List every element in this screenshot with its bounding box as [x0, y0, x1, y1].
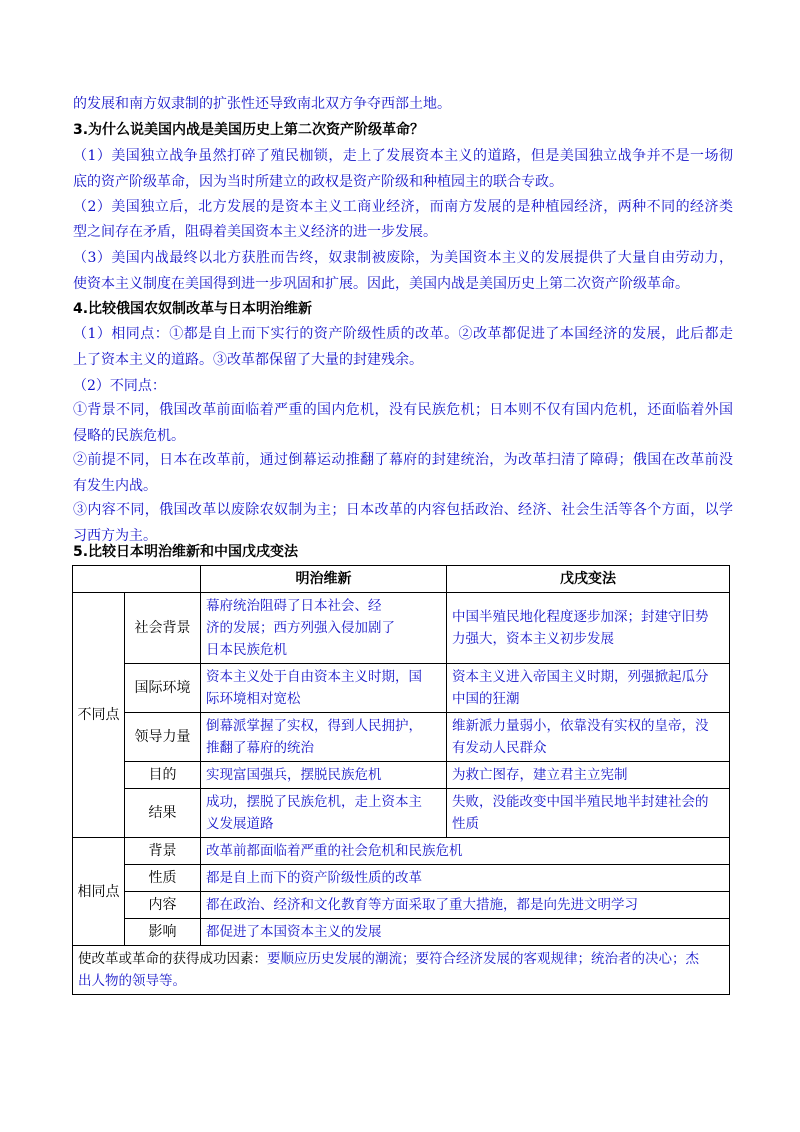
row-label: 背景 — [125, 838, 201, 865]
meiji-cell — [201, 762, 447, 789]
table-row — [73, 892, 730, 919]
group-label-same: 相同点 — [73, 838, 125, 946]
same-cell: 都是自上而下的资产阶级性质的改革 — [201, 865, 730, 892]
section3-p2-line2: 型之间存在矛盾，阻碍着美国资本主义经济的进一步发展。 — [73, 224, 437, 240]
row-label: 领导力量 — [125, 713, 201, 762]
cell-line: 实现富国强兵，摆脱民族危机 — [206, 767, 382, 783]
section4-diff2-line2: 有发生内战。 — [73, 478, 157, 494]
cell-line: 成功，摆脱了民族危机，走上资本主 — [206, 794, 422, 810]
row-label: 目的 — [125, 762, 201, 789]
section4-diff3-line1: ③内容不同，俄国改革以废除农奴制为主；日本改革的内容包括政治、经济、社会生活等各个方面，以学 — [73, 502, 733, 518]
cell-line: 济的发展；西方列强入侵加剧了 — [206, 620, 395, 636]
cell-line: 为救亡图存，建立君主立宪制 — [452, 767, 628, 783]
meiji-cell — [201, 593, 447, 664]
table-row — [73, 838, 730, 865]
cell-line: 失败，没能改变中国半殖民地半封建社会的 — [452, 794, 709, 810]
same-cell: 都在政治、经济和文化教育等方面采取了重大措施，都是向先进文明学习 — [201, 892, 730, 919]
cell-line: 义发展道路 — [206, 816, 274, 832]
section3-heading: 3.为什么说美国内战是美国历史上第二次资产阶级革命？ — [73, 122, 425, 138]
same-cell: 改革前都面临着严重的社会危机和民族危机 — [201, 838, 730, 865]
cell-line: 倒幕派掌握了实权，得到人民拥护， — [206, 718, 422, 734]
section4-diff-heading: （2）不同点： — [73, 378, 166, 394]
table-header-row — [73, 566, 730, 593]
section4-same-line1: （1）相同点：①都是自上而下实行的资产阶级性质的改革。②改革都促进了本国经济的发展，此后都走 — [73, 326, 733, 342]
meiji-cell — [201, 713, 447, 762]
wuxu-cell — [447, 664, 730, 713]
section5-heading: 5.比较日本明治维新和中国戊戌变法 — [73, 544, 299, 560]
table-row — [73, 919, 730, 946]
header-meiji: 明治维新 — [201, 566, 447, 593]
header-blank-cell — [73, 566, 201, 593]
wuxu-cell — [447, 789, 730, 838]
table-row — [73, 593, 730, 664]
row-label: 内容 — [125, 892, 201, 919]
comparison-table — [72, 565, 730, 995]
cell-line: 资本主义处于自由资本主义时期，国 — [206, 669, 422, 685]
section3-p3-line1: （3）美国内战最终以北方获胜而告终，奴隶制被废除，为美国资本主义的发展提供了大量自由劳动力， — [73, 250, 733, 266]
wuxu-cell — [447, 762, 730, 789]
section4-diff1-line1: ①背景不同，俄国改革前面临着严重的国内危机，没有民族危机；日本则不仅有国内危机，还面临着外国 — [73, 402, 733, 418]
row-label: 性质 — [125, 865, 201, 892]
section4-same-line2: 上了资本主义的道路。③改革都保留了大量的封建残余。 — [73, 352, 423, 368]
section4-diff2-line1: ②前提不同，日本在改革前，通过倒幕运动推翻了幕府的封建统治，为改革扫清了障碍；俄国在改革前没 — [73, 452, 733, 468]
row-label: 社会背景 — [125, 593, 201, 664]
section3-p1-line1: （1）美国独立战争虽然打碎了殖民枷锁，走上了发展资本主义的道路，但是美国独立战争并不是一场彻 — [73, 148, 733, 164]
table-row — [73, 664, 730, 713]
meiji-cell — [201, 664, 447, 713]
cell-line: 推翻了幕府的统治 — [206, 740, 314, 756]
cell-line: 中国的狂潮 — [452, 691, 520, 707]
cell-line: 力强大，资本主义初步发展 — [452, 631, 614, 647]
section4-heading: 4.比较俄国农奴制改革与日本明治维新 — [73, 301, 313, 317]
section4-diff3-line2: 习西方为主。 — [73, 528, 157, 544]
footer-label: 使改革或革命的获得成功因素： — [78, 951, 267, 967]
same-cell: 都促进了本国资本主义的发展 — [201, 919, 730, 946]
cell-line: 际环境相对宽松 — [206, 691, 301, 707]
footer-text-line1: 要顺应历史发展的潮流；要符合经济发展的客观规律；统治者的决心；杰 — [267, 951, 699, 967]
cell-line: 有发动人民群众 — [452, 740, 547, 756]
table-row — [73, 789, 730, 838]
intro-line: 的发展和南方奴隶制的扩张性还导致南北双方争夺西部土地。 — [73, 96, 451, 112]
row-label: 影响 — [125, 919, 201, 946]
section3-p1-line2: 底的资产阶级革命，因为当时所建立的政权是资产阶级和种植园主的联合专政。 — [73, 174, 563, 190]
table-row — [73, 865, 730, 892]
wuxu-cell — [447, 593, 730, 664]
section3-p2-line1: （2）美国独立后，北方发展的是资本主义工商业经济，而南方发展的是种植园经济，两种不同的经济类 — [73, 199, 733, 215]
table-row — [73, 713, 730, 762]
wuxu-cell — [447, 713, 730, 762]
footer-text-line2: 出人物的领导等。 — [78, 973, 186, 989]
section3-p3-line2: 使资本主义制度在美国得到进一步巩固和扩展。因此，美国内战是美国历史上第二次资产阶级革命。 — [73, 276, 689, 292]
meiji-cell — [201, 789, 447, 838]
cell-line: 日本民族危机 — [206, 642, 287, 658]
row-label: 结果 — [125, 789, 201, 838]
table-row — [73, 762, 730, 789]
footer-cell — [73, 946, 730, 995]
cell-line: 幕府统治阻碍了日本社会、经 — [206, 598, 382, 614]
cell-line: 中国半殖民地化程度逐步加深；封建守旧势 — [452, 609, 709, 625]
group-label-different: 不同点 — [73, 593, 125, 838]
cell-line: 维新派力量弱小，依靠没有实权的皇帝，没 — [452, 718, 709, 734]
table-footer-row — [73, 946, 730, 995]
row-label: 国际环境 — [125, 664, 201, 713]
cell-line: 资本主义进入帝国主义时期，列强掀起瓜分 — [452, 669, 709, 685]
section4-diff1-line2: 侵略的民族危机。 — [73, 428, 185, 444]
header-wuxu: 戊戌变法 — [447, 566, 730, 593]
cell-line: 性质 — [452, 816, 479, 832]
